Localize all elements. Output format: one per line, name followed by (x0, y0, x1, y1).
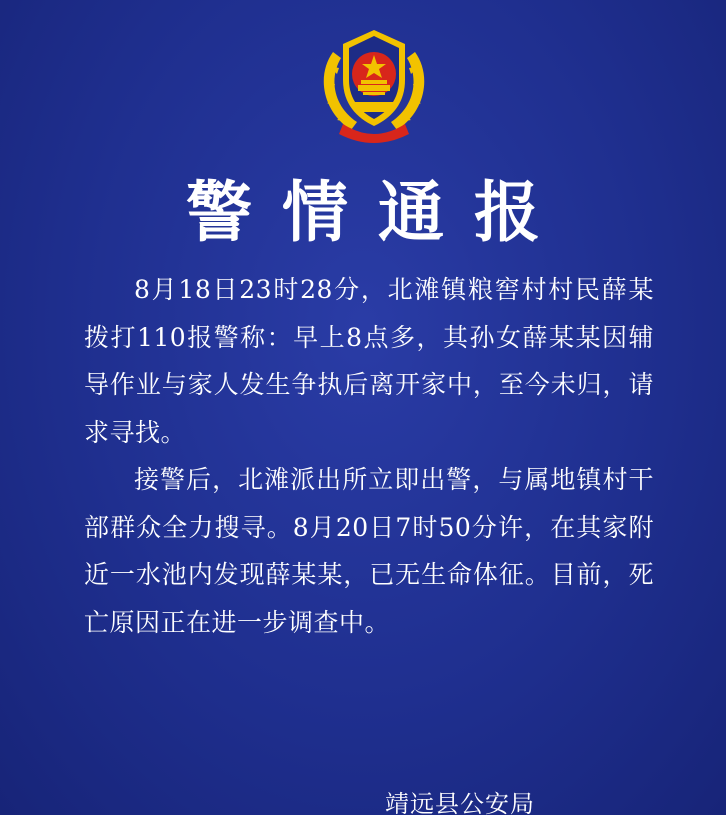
notice-title: 警情通报 (186, 174, 570, 251)
notice-body (84, 266, 654, 646)
notice-paragraph-1: 8月18日23时28分，北滩镇粮窖村村民薛某拨打110报警称：早上8点多，其孙女薛某某因辅导作业与家人发生争执后离开家中，至今未归，请求寻找。 (84, 275, 654, 447)
issuing-authority: 靖远县公安局 (385, 790, 535, 815)
notice-paragraph-2: 接警后，北滩派出所立即出警，与属地镇村干部群众全力搜寻。8月20日7时50分许，在其家附近一水池内发现薛某某，已无生命体征。目前，死亡原因正在进一步调查中。 (84, 465, 654, 637)
police-emblem-icon (313, 22, 435, 144)
